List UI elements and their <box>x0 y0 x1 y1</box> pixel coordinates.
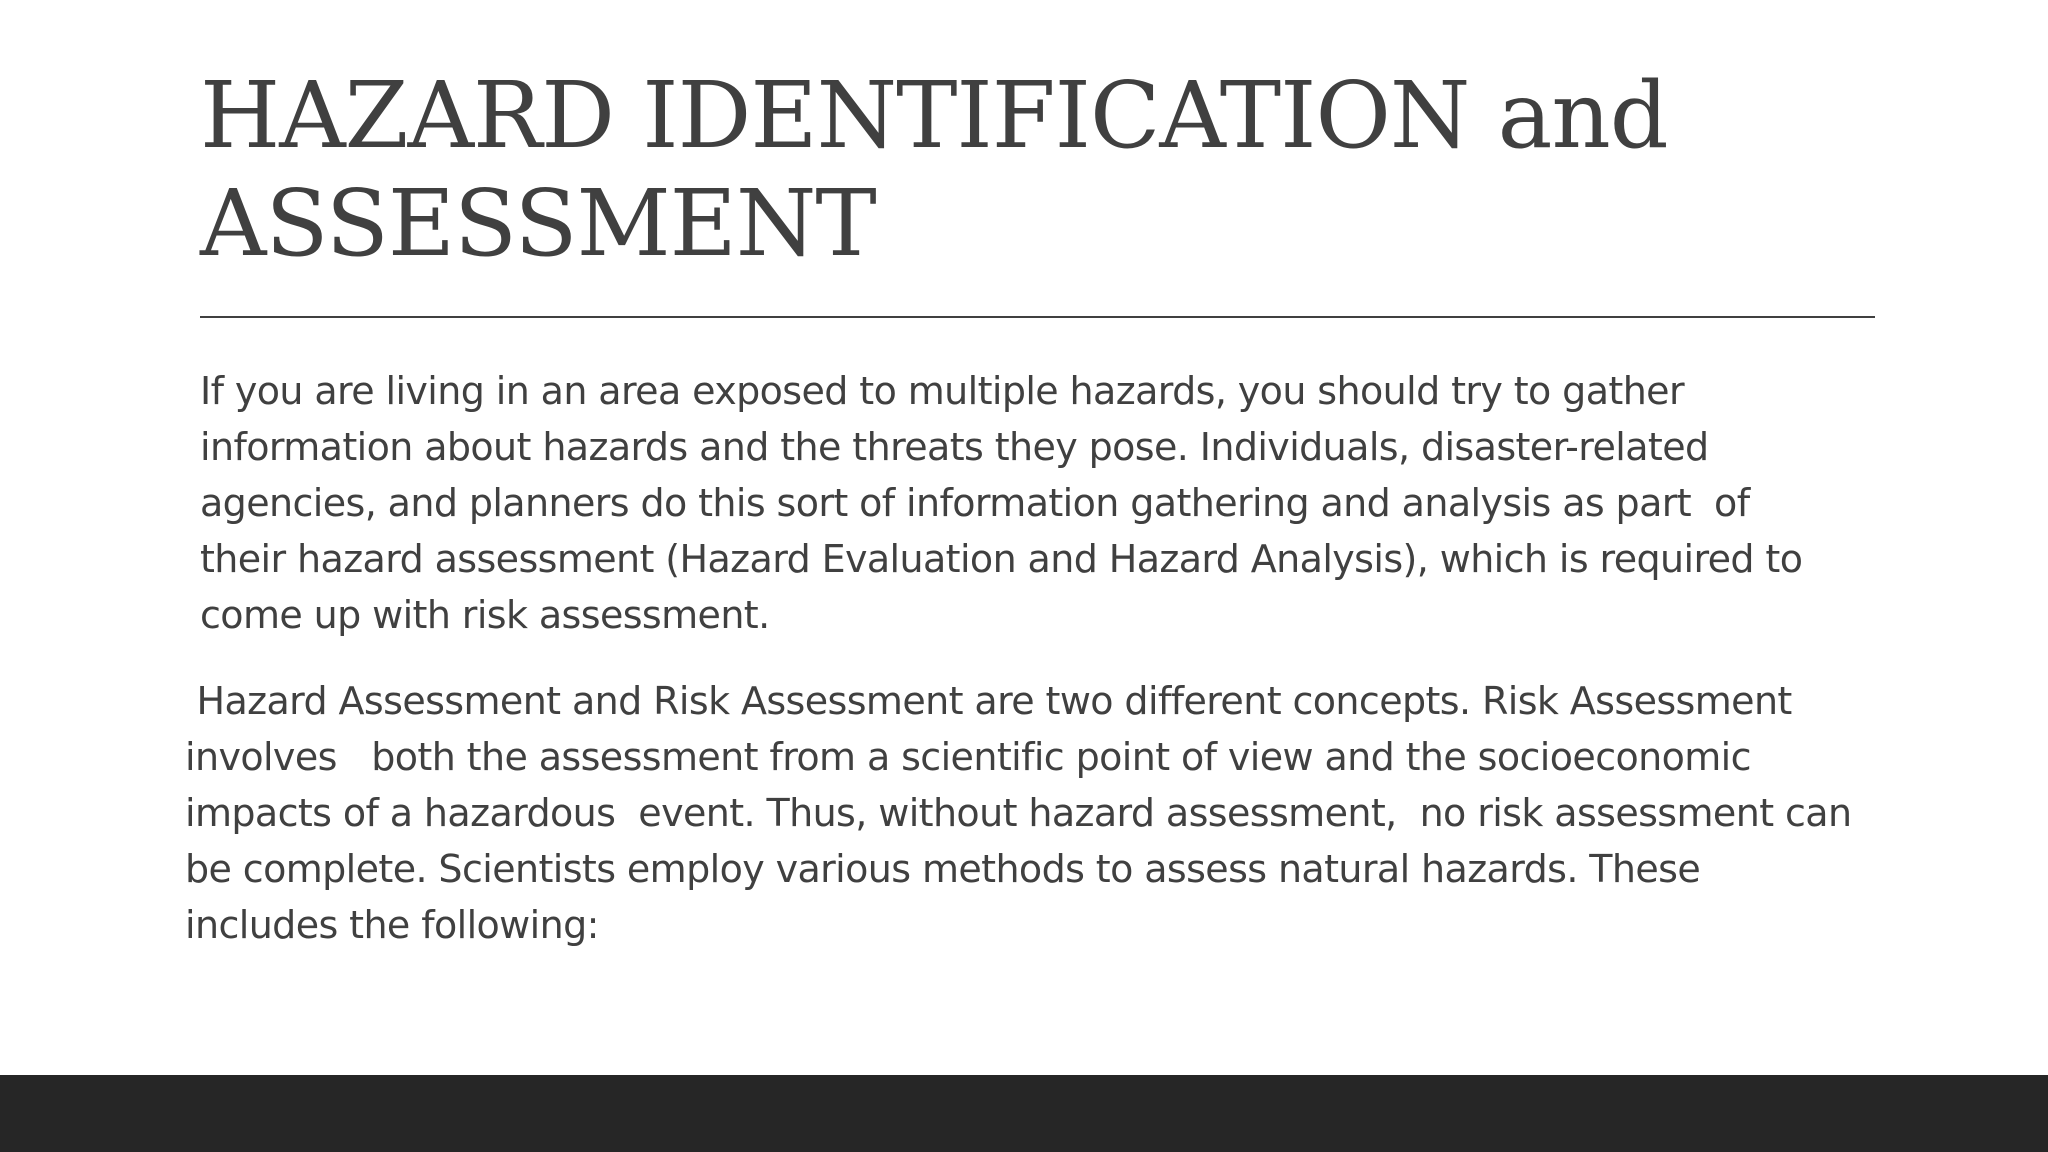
assessment-paragraph-line: includes the following: <box>185 903 599 947</box>
intro-paragraph <box>200 363 1880 643</box>
assessment-paragraph-line: involves both the assessment from a scientific point of view and the socioeconomic <box>185 735 1751 779</box>
slide-title-line-1: HAZARD IDENTIFICATION and <box>200 62 1668 169</box>
title-divider <box>200 316 1875 318</box>
assessment-paragraph-line: be complete. Scientists employ various methods to assess natural hazards. These <box>185 847 1701 891</box>
intro-paragraph-line: If you are living in an area exposed to multiple hazards, you should try to gather <box>200 369 1684 413</box>
intro-paragraph-line: information about hazards and the threats they pose. Individuals, disaster-related <box>200 425 1709 469</box>
intro-paragraph-line: come up with risk assessment. <box>200 593 770 637</box>
intro-paragraph-line: their hazard assessment (Hazard Evaluation and Hazard Analysis), which is required to <box>200 537 1803 581</box>
footer-bar <box>0 1075 2048 1152</box>
intro-paragraph-line: agencies, and planners do this sort of information gathering and analysis as part of <box>200 481 1750 525</box>
assessment-paragraph-line: Hazard Assessment and Risk Assessment are two different concepts. Risk Assessment <box>185 679 1792 723</box>
assessment-paragraph <box>185 673 1885 953</box>
assessment-paragraph-line: impacts of a hazardous event. Thus, without hazard assessment, no risk assessment can <box>185 791 1852 835</box>
slide-title-line-2: ASSESSMENT <box>200 170 876 277</box>
slide-title <box>200 62 1880 278</box>
